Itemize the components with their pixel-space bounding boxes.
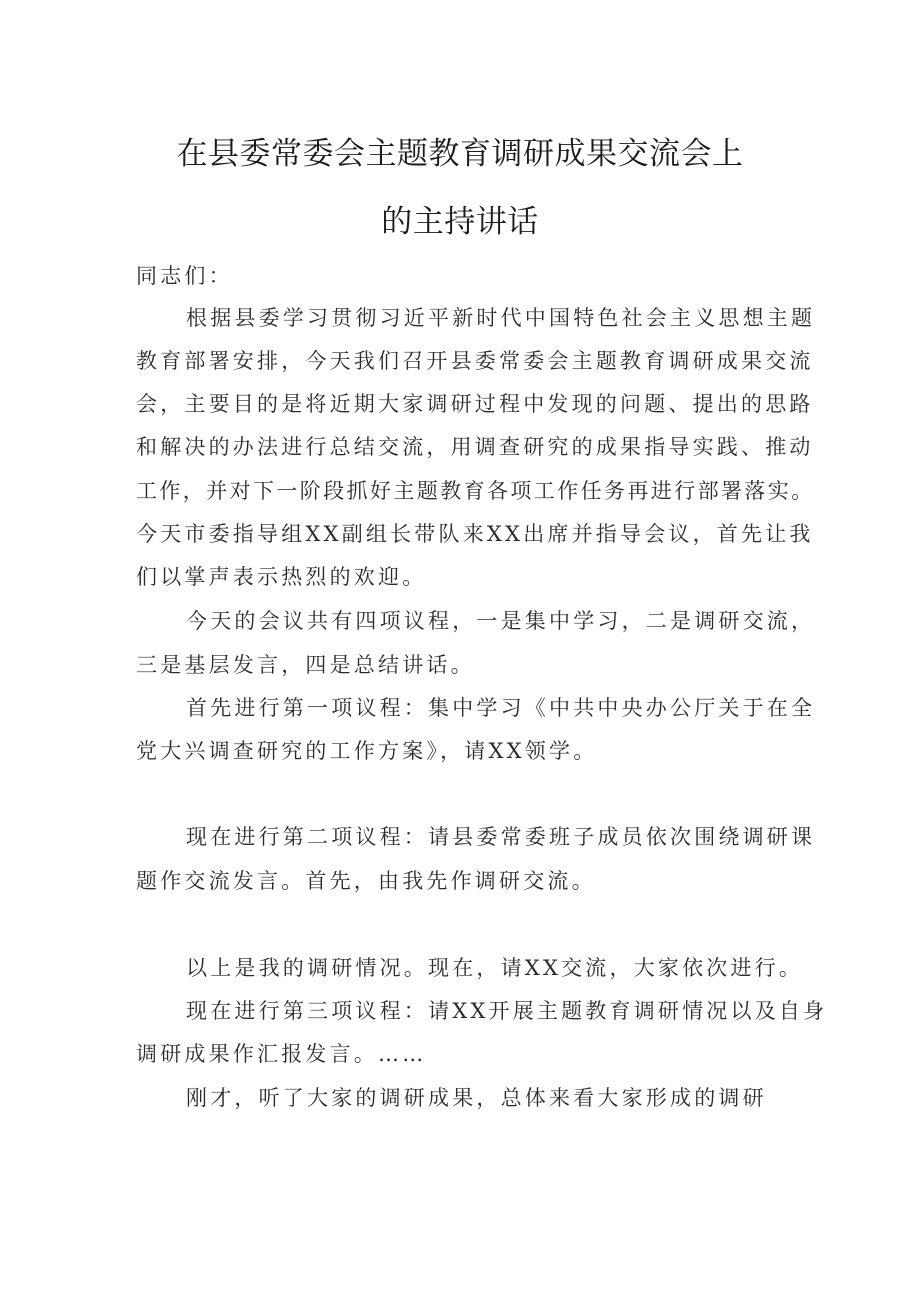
document-title-line-2: 的主持讲话 [381, 204, 539, 240]
paragraph-1-line-2: 教育部署安排，今天我们召开县委常委会主题教育调研成果交流 [136, 349, 814, 373]
paragraph-3-line-2: 党大兴调查研究的工作方案》，请XX领学。 [136, 739, 598, 763]
paragraph-3-line-1: 首先进行第一项议程：集中学习《中共中央办公厅关于在全 [186, 696, 816, 720]
paragraph-1-line-5: 工作，并对下一阶段抓好主题教育各项工作任务再进行部署落实。 [136, 479, 815, 503]
paragraph-1-line-3: 会，主要目的是将近期大家调研过程中发现的问题、提出的思路 [136, 392, 814, 416]
paragraph-1-line-1: 根据县委学习贯彻习近平新时代中国特色社会主义思想主题 [186, 306, 816, 330]
paragraph-4-line-1: 现在进行第二项议程：请县委常委班子成员依次围绕调研课 [186, 825, 816, 849]
paragraph-6-line-2: 调研成果作汇报发言。…… [136, 1042, 427, 1066]
paragraph-7-line-1: 刚才，听了大家的调研成果，总体来看大家形成的调研 [186, 1086, 767, 1110]
paragraph-5-line-1: 以上是我的调研情况。现在，请XX交流，大家依次进行。 [186, 956, 804, 980]
paragraph-1-line-4: 和解决的办法进行总结交流，用调查研究的成果指导实践、推动 [136, 435, 814, 459]
paragraph-1-line-7: 们以掌声表示热烈的欢迎。 [136, 565, 427, 589]
paragraph-2-line-1: 今天的会议共有四项议程，一是集中学习，二是调研交流， [186, 609, 816, 633]
paragraph-2-line-2: 三是基层发言，四是总结讲话。 [136, 653, 475, 677]
paragraph-1-line-6: 今天市委指导组XX副组长带队来XX出席并指导会议，首先让我 [136, 522, 814, 546]
salutation: 同志们： [136, 264, 233, 288]
paragraph-6-line-1: 现在进行第三项议程：请XX开展主题教育调研情况以及自身 [186, 999, 828, 1023]
paragraph-4-line-2: 题作交流发言。首先，由我先作调研交流。 [136, 869, 596, 893]
document-title-line-1: 在县委常委会主题教育调研成果交流会上 [176, 136, 744, 172]
